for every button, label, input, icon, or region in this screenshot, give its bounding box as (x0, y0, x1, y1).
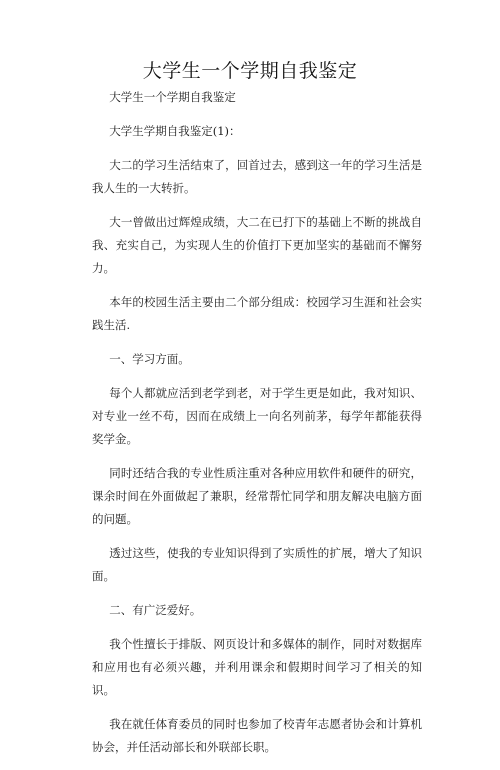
section-heading-study: 一、学习方面。 (109, 352, 190, 366)
paragraph: 本年的校园生活主要由二个部分组成：校园学习生涯和社会实践生活. (92, 295, 422, 332)
paragraph: 我在就任体育委员的同时也参加了校青年志愿者协会和计算机协会，并任活动部长和外联部长职。 (92, 717, 422, 754)
paragraph-heading: 大学生学期自我鉴定(1)： (109, 124, 241, 138)
paragraph: 大二的学习生活结束了，回首过去，感到这一年的学习生活是我人生的一大转折。 (92, 158, 422, 195)
paragraph: 大一曾做出过辉煌成绩，大二在已打下的基础上不断的挑战自我、充实自己，为实现人生的价值打下更加坚实的基础而不懈努力。 (92, 215, 422, 275)
paragraph-subtitle: 大学生一个学期自我鉴定 (109, 90, 236, 104)
document-title: 大学生一个学期自我鉴定 (142, 60, 358, 82)
paragraph: 同时还结合我的专业性质注重对各种应用软件和硬件的研究，课余时间在外面做起了兼职，经常帮忙同学和朋友解决电脑方面的问题。 (92, 466, 422, 526)
paragraph: 透过这些，使我的专业知识得到了实质性的扩展，增大了知识面。 (92, 546, 422, 583)
document-body (92, 86, 422, 770)
section-heading-hobbies: 二、有广泛爱好。 (109, 603, 202, 617)
paragraph: 每个人都就应活到老学到老，对于学生更是如此，我对知识、对专业一丝不苟，因而在成绩上一向名列前茅，每学年都能获得奖学金。 (92, 386, 422, 446)
paragraph: 我个性擅长于排版、网页设计和多媒体的制作，同时对数据库和应用也有必须兴趣，并利用课余和假期时间学习了相关的知识。 (92, 637, 422, 697)
